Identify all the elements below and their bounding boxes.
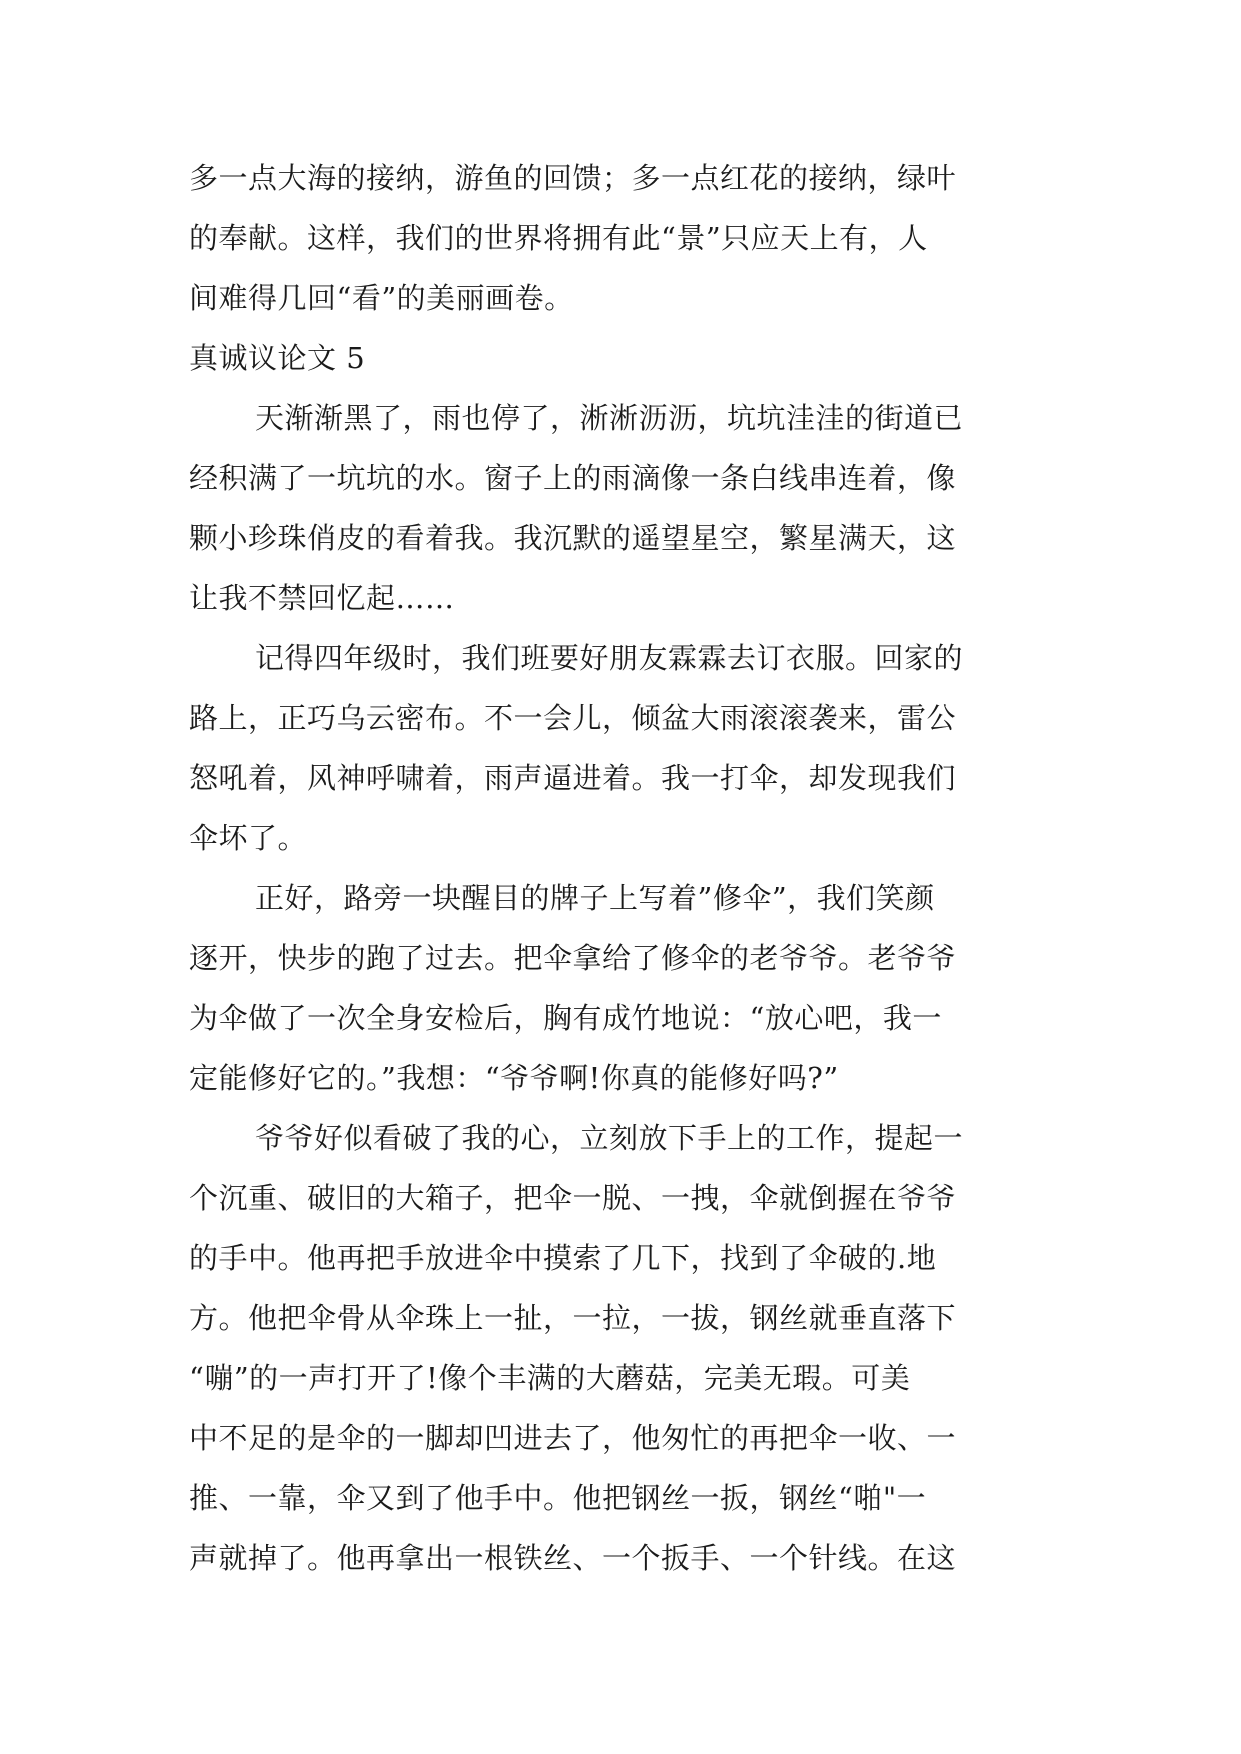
text-line: 天渐渐黑了，雨也停了，淅淅沥沥，坑坑洼洼的街道已: [255, 401, 964, 435]
text-line: 中不足的是伞的一脚却凹进去了，他匆忙的再把伞一收、一: [189, 1421, 957, 1455]
text-line: 伞坏了。: [189, 821, 308, 855]
text-line: 经积满了一坑坑的水。窗子上的雨滴像一条白线串连着，像: [189, 461, 957, 495]
text-line: 路上，正巧乌云密布。不一会儿，倾盆大雨滚滚袭来，雷公: [189, 701, 957, 735]
text-line: 正好，路旁一块醒目的牌子上写着”修伞”，我们笑颜: [255, 881, 935, 915]
text-line: 为伞做了一次全身安检后，胸有成竹地说：“放心吧，我一: [189, 1001, 942, 1035]
section-heading: 真诚议论文 5: [189, 341, 366, 375]
text-line: 的奉献。这样，我们的世界将拥有此“景”只应天上有，人: [189, 221, 928, 255]
text-line: 个沉重、破旧的大箱子，把伞一脱、一拽，伞就倒握在爷爷: [189, 1181, 957, 1215]
text-line: 的手中。他再把手放进伞中摸索了几下，找到了伞破的.地: [189, 1241, 937, 1275]
text-line: 声就掉了。他再拿出一根铁丝、一个扳手、一个针线。在这: [189, 1541, 957, 1575]
text-line: 逐开，快步的跑了过去。把伞拿给了修伞的老爷爷。老爷爷: [189, 941, 957, 975]
text-line: 爷爷好似看破了我的心，立刻放下手上的工作，提起一: [255, 1121, 964, 1155]
text-line: 颗小珍珠俏皮的看着我。我沉默的遥望星空，繁星满天，这: [189, 521, 957, 555]
text-line: 推、一靠，伞又到了他手中。他把钢丝一扳，钢丝“啪"一: [189, 1481, 927, 1515]
text-line: 间难得几回“看”的美丽画卷。: [189, 281, 574, 315]
text-line: 多一点大海的接纳，游鱼的回馈；多一点红花的接纳，绿叶: [189, 161, 957, 195]
text-line: 方。他把伞骨从伞珠上一扯，一拉，一拔，钢丝就垂直落下: [189, 1301, 957, 1335]
text-line: “嘣”的一声打开了!像个丰满的大蘑菇，完美无瑕。可美: [189, 1361, 911, 1395]
text-line: 让我不禁回忆起……: [189, 581, 455, 615]
text-line: 怒吼着，风神呼啸着，雨声逼进着。我一打伞，却发现我们: [189, 761, 957, 795]
text-line: 定能修好它的。”我想：“爷爷啊!你真的能修好吗?”: [189, 1061, 839, 1095]
text-line: 记得四年级时，我们班要好朋友霖霖去订衣服。回家的: [255, 641, 964, 675]
